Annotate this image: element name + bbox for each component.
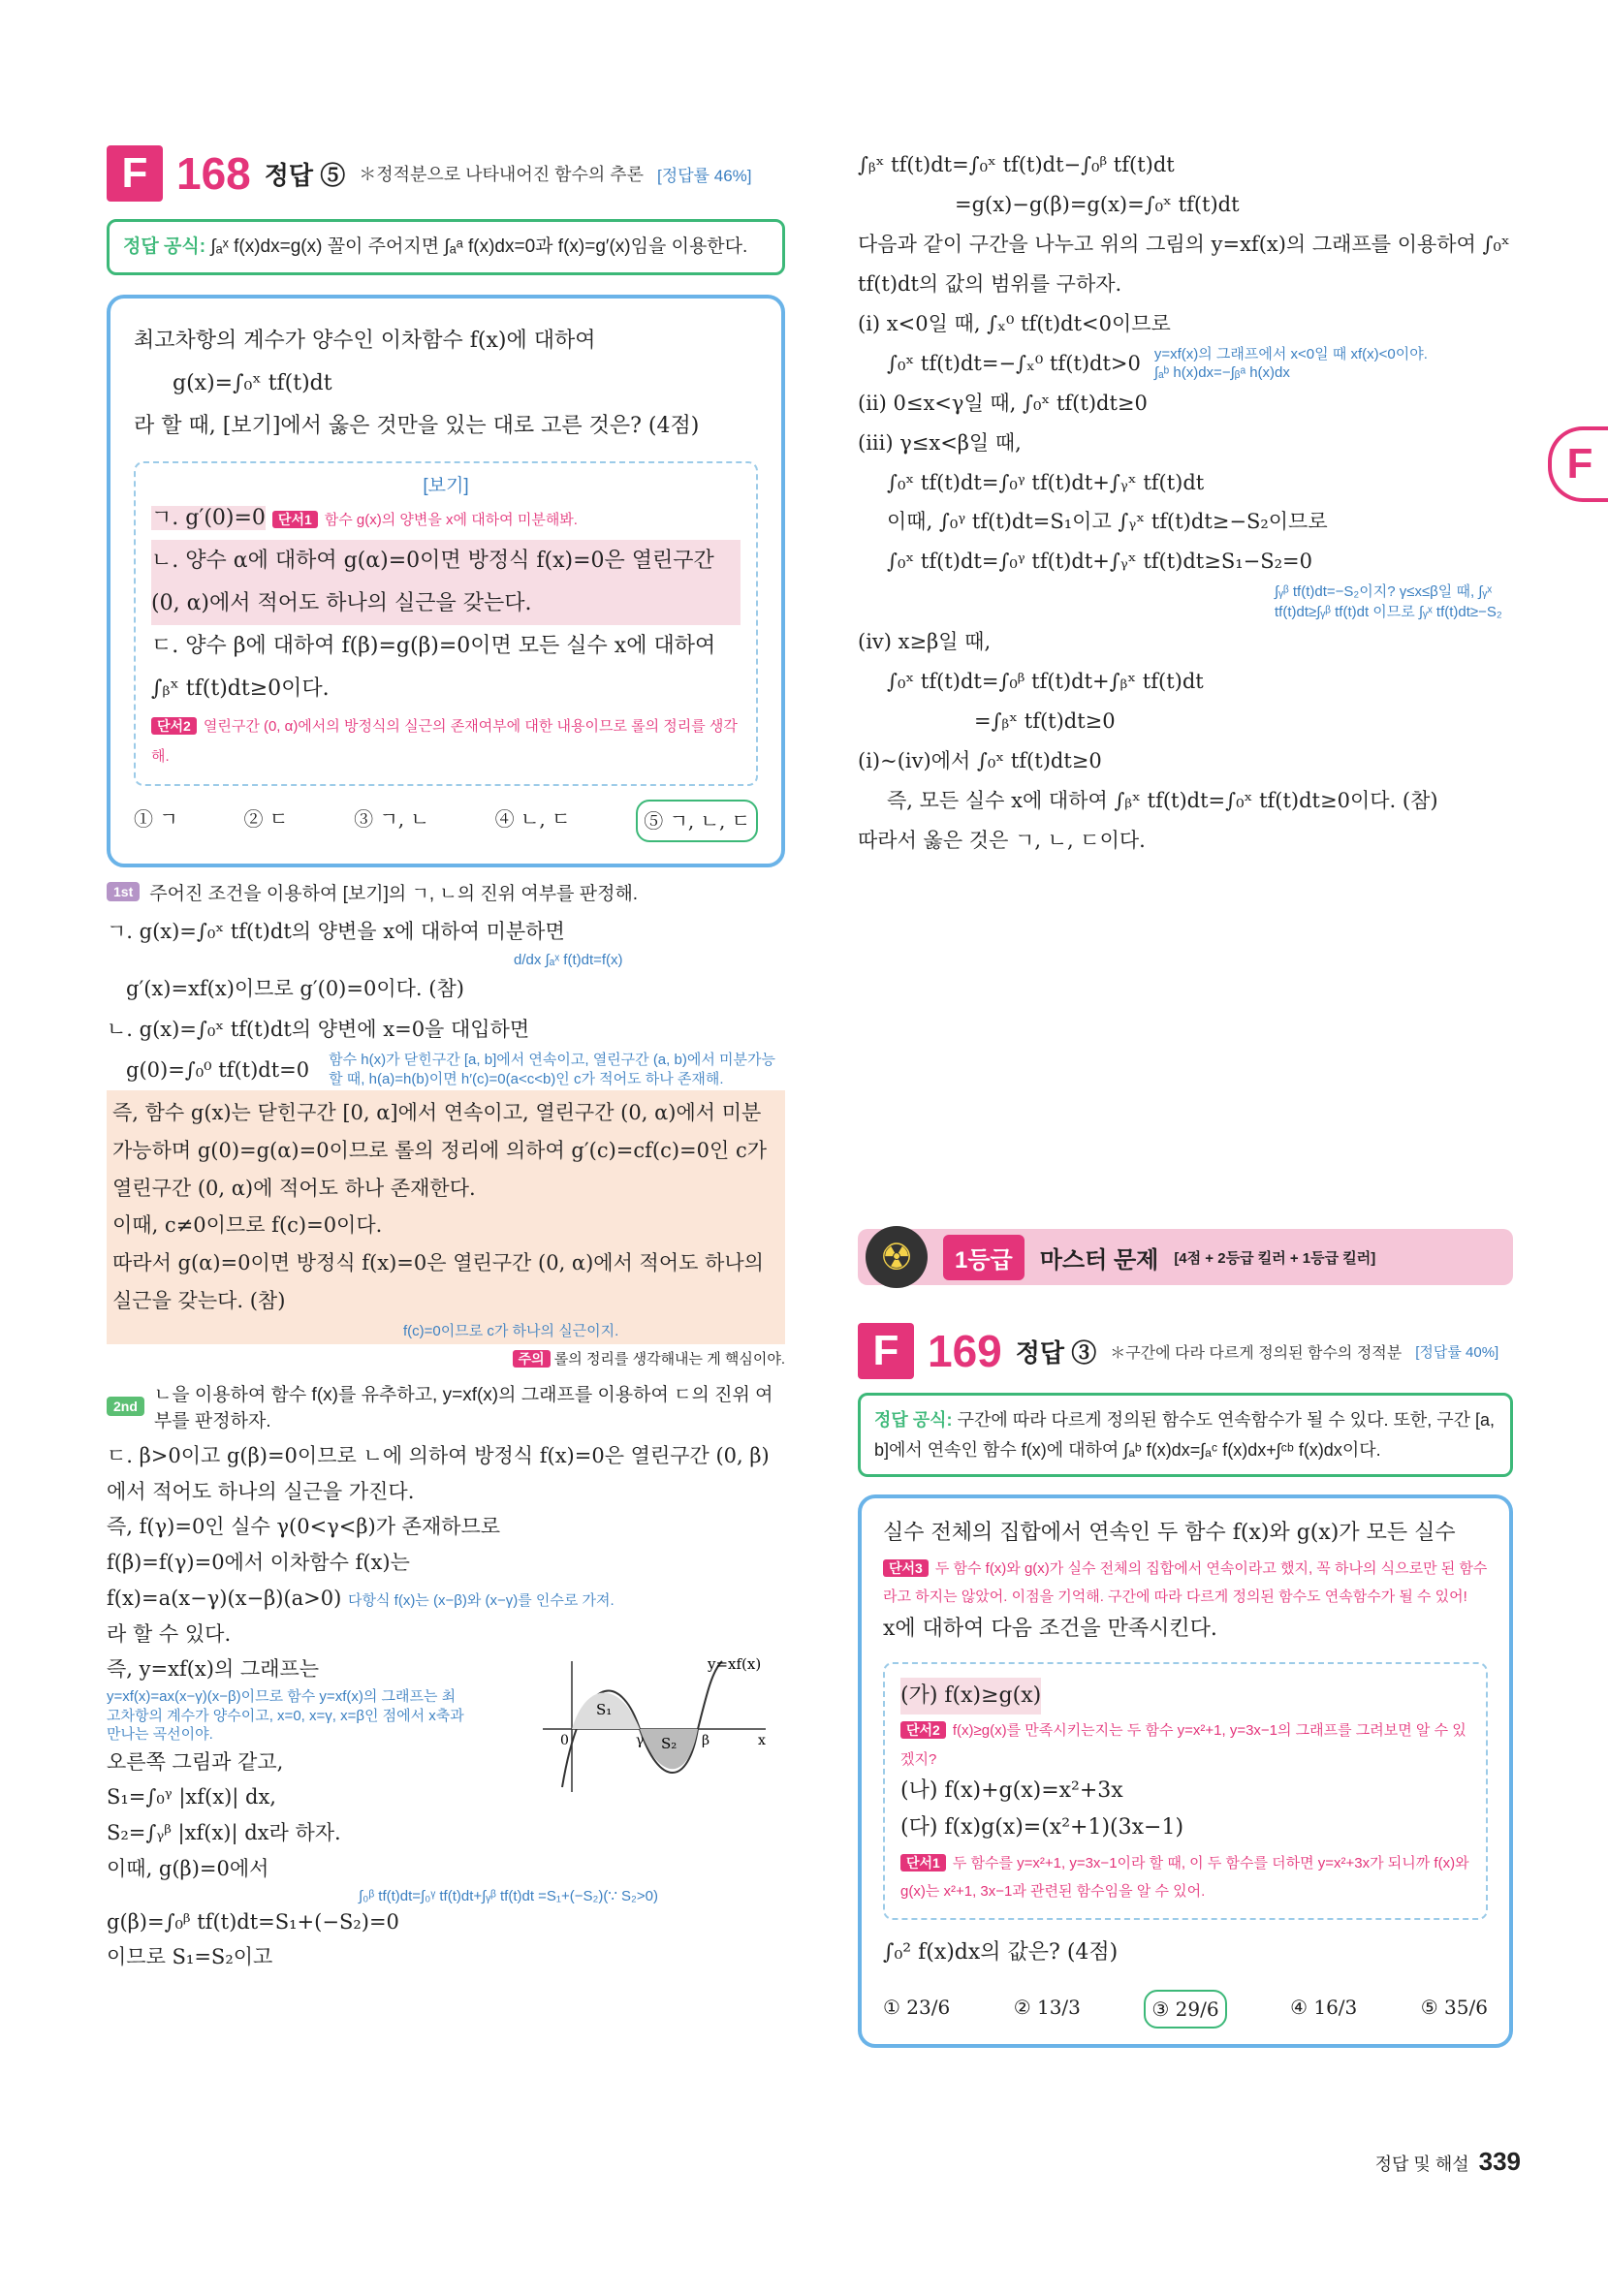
- hint-tag: 단서2: [151, 717, 197, 735]
- graph-gamma: γ: [636, 1733, 645, 1749]
- question-line: 라 할 때, [보기]에서 옳은 것만을 있는 대로 고른 것은? (4점): [134, 414, 700, 439]
- formula-label: 정답 공식:: [123, 236, 206, 257]
- choice[interactable]: ④ 16/3: [1290, 1995, 1358, 2019]
- highlight-block: 즉, 함수 g(x)는 닫힌구간 [0, α]에서 연속이고, 열린구간 (0, α)에서 미분가능하며 g(0)=g(α)=0이므로 롤의 정리에 의하여 g′(c)=cf(c)=0인 c가 열린구간 (0, α)에 적어도 하나 존재한다. 이때, c≠0이므로 f(c)=0이다. 따라서 g(α)=0이면 방정식 f(x)=0은 열린구간 (0, α)에서 적어도 하나의 실근을 갖는다. (참) f(c)=0이므로 c가 하나의 실근이지.: [107, 1090, 785, 1344]
- choice[interactable]: ⑤ 35/6: [1420, 1995, 1488, 2019]
- choice-correct[interactable]: ⑤ ㄱ, ㄴ, ㄷ: [636, 800, 758, 842]
- solution-left: ㄱ. g(x)=∫₀ˣ tf(t)dt의 양변을 x에 대하여 미분하면 d/dx ∫ₐˣ f(t)dt=f(x) g′(x)=xf(x)이므로 g′(0)=0이다. (참) ㄴ. g(x)=∫₀ˣ tf(t)dt의 양변에 x=0을 대입하면 g(0)=∫₀⁰ tf(t)dt=0 함수 h(x)가 닫힌구간 [a, b]에서 연속이고, 열린구간 (a, b)에서 미분가능할 때, h(a)=h(b)이면 h′(c)=0(a<c<b)인 c가 적어도 하나 존재해. 즉, 함수 g(x)는 닫힌구간 [0, α]에서 연속이고, 열린구간 (0, α)에서 미분가능하며 g(0)=g(α)=0이므로 롤의 정리에 의하여 g′(c)=cf(c)=0인 c가 열린구간 (0, α)에 적어도 하나 존재한다. 이때, c≠0이므로 f(c)=0이다. 따라서 g(α)=0이면 방정식 f(x)=0은 열린구간 (0, α)에서 적어도 하나의 실근을 갖는다. (참) f(c)=0이므로 c가 하나의 실근이지. 주의 롤의 정리를 생각해내는 게 핵심이야.: [107, 919, 785, 1368]
- problem-169-header: [858, 1323, 1513, 1379]
- problem-number: 168: [176, 148, 251, 199]
- question-box: [107, 295, 785, 867]
- problem-number: 169: [928, 1326, 1002, 1376]
- graph-s2: S₂: [661, 1735, 678, 1753]
- problem-168: [107, 145, 785, 1975]
- correct-rate: [정답률 46%]: [657, 166, 752, 185]
- conditions-box: (가) f(x)≥g(x) 단서2 f(x)≥g(x)를 만족시키는지는 두 함수 y=x²+1, y=3x−1의 그래프를 그려보면 알 수 있겠지? (나) f(x)+g(x)=x²+3x (다) f(x)g(x)=(x²+1)(3x−1) 단서1 두 함수를 y=x²+1, y=3x−1이라 할 때, 이 두 함수를 더하면 y=x²+3x가 되니까 f(x)와 g(x)는 x²+1, 3x−1과 관련된 함수임을 알 수 있어.: [883, 1662, 1488, 1920]
- hint-tag: 단서1: [272, 511, 318, 528]
- question-line: 최고차항의 계수가 양수인 이차함수 f(x)에 대하여: [134, 329, 596, 354]
- formula-text: ∫ₐˣ f(x)dx=g(x) 꼴이 주어지면 ∫ₐᵃ f(x)dx=0과 f(x)=g′(x)임을 이용한다.: [210, 236, 748, 257]
- choice-correct[interactable]: ③ 29/6: [1144, 1990, 1226, 2029]
- hint-text: 함수 g(x)의 양변을 x에 대하여 미분해봐.: [324, 512, 578, 529]
- bogi-title: [보기]: [423, 476, 469, 497]
- graph-x: x: [758, 1733, 766, 1749]
- banner-killer: [4점 + 2등급 킬러 + 1등급 킬러]: [1174, 1249, 1376, 1267]
- graph-beta: β: [702, 1733, 710, 1749]
- choices: [134, 800, 758, 842]
- choice[interactable]: ① 23/6: [883, 1995, 951, 2019]
- step-1: 1st 주어진 조건을 이용하여 [보기]의 ㄱ, ㄴ의 진위 여부를 판정해.: [107, 879, 785, 905]
- master-banner: [858, 1229, 1513, 1285]
- answer-formula-box: [858, 1393, 1513, 1477]
- bogi-item: ㄱ. g′(0)=0 단서1 함수 g(x)의 양변을 x에 대하여 미분해봐.: [151, 506, 578, 531]
- choice[interactable]: ① ㄱ: [134, 806, 178, 831]
- hint-text: 열린구간 (0, α)에서의 방정식의 실근의 존재여부에 대한 내용이므로 롤의 정리를 생각해.: [151, 718, 738, 766]
- f-badge: F: [858, 1323, 914, 1379]
- graph-origin: 0: [560, 1733, 569, 1749]
- graph-s1: S₁: [596, 1701, 613, 1719]
- choices: [883, 1990, 1488, 2029]
- section-tab-f[interactable]: F: [1548, 426, 1608, 502]
- cubic-graph: [543, 1651, 775, 1797]
- bogi-item: ㄷ. 양수 β에 대하여 f(β)=g(β)=0이면 모든 실수 x에 대하여 ∫ᵦˣ tf(t)dt≥0이다.: [151, 634, 716, 702]
- grade-label: 1등급: [943, 1235, 1025, 1280]
- page-number: 339: [1478, 2147, 1521, 2176]
- choice[interactable]: ② 13/3: [1013, 1995, 1081, 2019]
- bomb-icon: ☢: [866, 1226, 928, 1288]
- formula-label: 정답 공식:: [874, 1410, 953, 1430]
- choice[interactable]: ③ ㄱ, ㄴ: [354, 806, 429, 831]
- answer-label: 정답 ⑤: [264, 160, 346, 190]
- graph-label: y=xf(x): [708, 1655, 762, 1674]
- bogi-box: [134, 461, 758, 786]
- answer-formula-box: [107, 219, 785, 275]
- banner-title: 마스터 문제: [1039, 1246, 1159, 1274]
- footer: [1375, 2147, 1521, 2177]
- question-box: 실수 전체의 집합에서 연속인 두 함수 f(x)와 g(x)가 모든 실수 단서3 두 함수 f(x)와 g(x)가 실수 전체의 집합에서 연속이라고 했지, 꼭 하나의 식으로만 된 함수라고 하지는 않았어. 이점을 기억해. 구간에 따라 다르게 정의된 함수도 연속함수가 될 수 있어! x에 대하여 다음 조건을 만족시킨다. (가) f(x)≥g(x) 단서2 f(x)≥g(x)를 만족시키는지는 두 함수 y=x²+1, y=3x−1의 그래프를 그려보면 알 수 있겠지? (나) f(x)+g(x)=x²+3x (다) f(x)g(x)=(x²+1)(3x−1) 단서1 두 함수를 y=x²+1, y=3x−1이라 할 때, 이 두 함수를 더하면 y=x²+3x가 되니까 f(x)와 g(x)는 x²+1, 3x−1과 관련된 함수임을 알 수 있어. ∫₀² f(x)dx의 값은? (4점) ① 23/6 ② 13/3 ③ 29/6 ④ 16/3 ⑤ 35/6: [858, 1494, 1513, 2047]
- formula-text: 구간에 따라 다르게 정의된 함수도 연속함수가 될 수 있다. 또한, 구간 [a, b]에서 연속인 함수 f(x)에 대하여 ∫ₐᵇ f(x)dx=∫ₐᶜ f(x)dx+∫ᶜᵇ f(x)dx이다.: [874, 1410, 1496, 1460]
- step-2: 2nd ㄴ을 이용하여 함수 f(x)를 유추하고, y=xf(x)의 그래프를 이용하여 ㄷ의 진위 여부를 판정하자.: [107, 1380, 785, 1432]
- f-badge: F: [107, 145, 163, 202]
- problem-169: [858, 1323, 1513, 2048]
- footer-label: 정답 및 해설: [1374, 2154, 1469, 2174]
- bogi-item: ㄴ. 양수 α에 대하여 g(α)=0이면 방정식 f(x)=0은 열린구간 (0, α)에서 적어도 하나의 실근을 갖는다.: [151, 540, 741, 625]
- topic: ＊정적분으로 나타내어진 함수의 추론: [359, 165, 645, 184]
- question-def: g(x)=∫₀ˣ tf(t)dt: [173, 371, 332, 396]
- answer-label: 정답 ③: [1015, 1337, 1097, 1368]
- correct-rate: [정답률 40%]: [1415, 1343, 1499, 1361]
- solution-right: ∫ᵦˣ tf(t)dt=∫₀ˣ tf(t)dt−∫₀ᵝ tf(t)dt =g(x)−g(β)=g(x)=∫₀ˣ tf(t)dt 다음과 같이 구간을 나누고 위의 그림의 y=xf(x)의 그래프를 이용하여 ∫₀ˣ tf(t)dt의 값의 범위를 구하자. (i) x<0일 때, ∫ₓ⁰ tf(t)dt<0이므로 ∫₀ˣ tf(t)dt=−∫ₓ⁰ tf(t)dt>0 y=xf(x)의 그래프에서 x<0일 때 xf(x)<0이야. ∫ₐᵇ h(x)dx=−∫ᵦᵃ h(x)dx (ii) 0≤x<γ일 때, ∫₀ˣ tf(t)dt≥0 (iii) γ≤x<β일 때, ∫₀ˣ tf(t)dt=∫₀ᵞ tf(t)dt+∫ᵧˣ tf(t)dt 이때, ∫₀ᵞ tf(t)dt=S₁이고 ∫ᵧˣ tf(t)dt≥−S₂이므로 ∫₀ˣ tf(t)dt=∫₀ᵞ tf(t)dt+∫ᵧˣ tf(t)dt≥S₁−S₂=0 ∫ᵧᵝ tf(t)dt=−S₂이지? γ≤x≤β일 때, ∫ᵧˣ tf(t)dt≥∫ᵧᵝ tf(t)dt 이므로 ∫ᵧˣ tf(t)dt≥−S₂ (iv) x≥β일 때, ∫₀ˣ tf(t)dt=∫₀ᵝ tf(t)dt+∫ᵦˣ tf(t)dt =∫ᵦˣ tf(t)dt≥0 (i)~(iv)에서 ∫₀ˣ tf(t)dt≥0 즉, 모든 실수 x에 대하여 ∫ᵦˣ tf(t)dt=∫₀ˣ tf(t)dt≥0이다. (참) 따라서 옳은 것은 ㄱ, ㄴ, ㄷ이다.: [858, 153, 1510, 852]
- choice[interactable]: ④ ㄴ, ㄷ: [494, 806, 571, 831]
- problem-168-header: [107, 145, 785, 202]
- topic: ＊구간에 다라 다르게 정의된 함수의 정적분: [1110, 1344, 1403, 1362]
- choice[interactable]: ② ㄷ: [243, 806, 289, 831]
- solution-left-2: ㄷ. β>0이고 g(β)=0이므로 ㄴ에 의하여 방정식 f(x)=0은 열린구간 (0, β)에서 적어도 하나의 실근을 가진다. 즉, f(γ)=0인 실수 γ(0<γ<β)가 존재하므로 f(β)=f(γ)=0에서 이차함수 f(x)는 f(x)=a(x−γ)(x−β)(a>0) 다항식 f(x)는 (x−β)와 (x−γ)를 인수로 가져. 라 할 수 있다. 즉, y=xf(x)의 그래프는 y=xf(x)=ax(x−γ)(x−β)이므로 함수 y=xf(x)의 그래프는 최고차항의 계수가 양수이고, x=0, x=γ, x=β인 점에서 x축과 만나는 곡선이야. 오른쪽 그림과 같고, y=xf(x) S₁ S₂ 0 γ β x S₁=∫₀ᵞ |xf(x)| dx, S₂=∫ᵧᵝ |xf(x)| dx라 하자. 이때, g(β)=0에서 ∫₀ᵝ tf(t)dt=∫₀ᵞ tf(t)dt+∫ᵧᵝ tf(t)dt =S₁+(−S₂)(∵ S₂>0) g(β)=∫₀ᵝ tf(t)dt=S₁+(−S₂)=0 이므로 S₁=S₂이고: [107, 1438, 785, 1975]
